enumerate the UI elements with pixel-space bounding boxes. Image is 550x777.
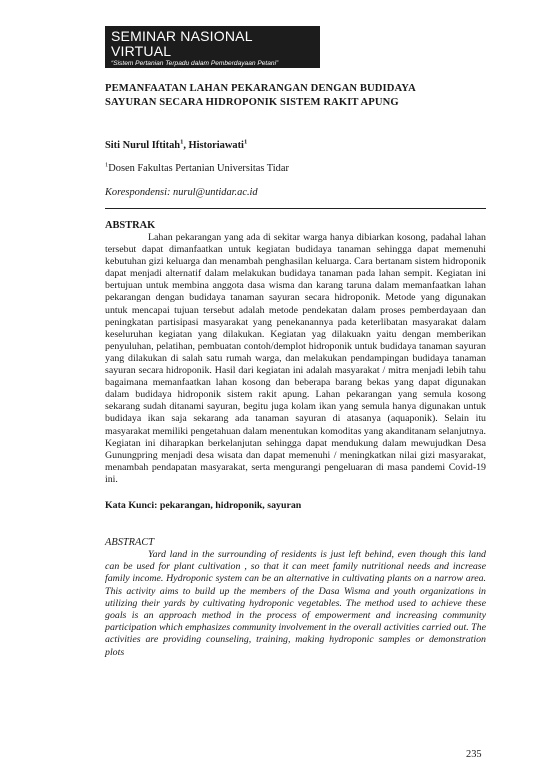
page-number: 235 — [466, 749, 482, 760]
keywords: Kata Kunci: pekarangan, hidroponik, sayuran — [105, 499, 302, 511]
author-affil-marker: 1 — [180, 138, 184, 146]
abstrak-text: Lahan pekarangan yang ada di sekitar warga hanya dibiarkan kosong, padahal lahan tersebut dapat dimanfaatkan untuk kegiatan budidaya tanaman sehingga dapat memenuhi kebutuhan gizi keluarga dan menambah penghasilan keluarga. Cara bertanam sistem hidroponik dapat menjadi alternatif dalam melakukan budidaya tanaman pada lahan sempit. Kegiatan ini bertujuan untuk membina anggota dasa wisma dan karang taruna dalam memanfaatkan lahan pekarangan dengan budidaya tanaman sayuran secara hidroponik. Metode yang digunakan untuk mencapai tujuan tersebut adalah metode pendekatan dalam proses pemberdayaan dan peningkatan partisipasi masyarakat yang penekanannya pada keterlibatan masyarakat dalam keseluruhan kegiatan yang dilakukan. Kegiatan yag dilakuakn yaitu dengan memberikan penyuluhan, pelatihan, pembuatan contoh/demplot hidroponik untuk budidaya tanaman sayuran yang dilakukan di salah satu rumah warga, dan melakukan pendampingan budidaya tanaman sayuran secara hidroponik. Hasil dari kegiatan ini adalah masyarakat / mitra menjadi lebih tahu bagaimana memanfaatkan lahan kosong dan beberapa barang bekas yang dapat digunakan dalam budidaya hidroponik sistem rakit apung. Lahan pekarangan yang semula kosong sekarang sudah ditanami sayuran, begitu juga kolam ikan yang semula hanya digunakan untuk budidaya ikan saja sekarang ada tanaman sayuran di atasanya (aquaponik). Selain itu masyarakat memiliki pengetahuan dalam menentukan komoditas yang akanditanam selanjutnya. Kegiatan ini diharapkan berkelanjutan sehingga dapat mendukung dalam mewujudkan Desa Gunungpring menjadi desa wisata dan dapat memenuhi / meningkatkan nilai gizi masyarakat, menambah pendapatan masyarakat, serta mengurangi pengeluaran di masa pandemi Covid-19 ini. — [105, 232, 486, 485]
correspondence: Korespondensi: nurul@untidar.ac.id — [105, 187, 258, 198]
paper-title — [105, 82, 486, 110]
section-divider — [105, 208, 486, 209]
paper-title-line-2: SAYURAN SECARA HIDROPONIK SISTEM RAKIT APUNG — [105, 97, 399, 108]
affiliation-text: Dosen Fakultas Pertanian Universitas Tidar — [108, 163, 289, 174]
paper-title-line-1: PEMANFAATAN LAHAN PEKARANGAN DENGAN BUDIDAYA — [105, 83, 416, 94]
banner-title: SEMINAR NASIONAL VIRTUAL — [111, 28, 253, 59]
paper-content — [105, 82, 486, 659]
banner-venue: Politeknik Pertanian Negeri Payakumbuh, 24 September 2020 — [111, 68, 293, 75]
author-name: Historiawati — [188, 140, 244, 151]
affiliation — [105, 163, 486, 174]
affil-marker: 1 — [105, 161, 109, 169]
abstrak-heading: ABSTRAK — [105, 220, 156, 231]
author-separator: , — [183, 140, 189, 151]
seminar-banner — [105, 26, 320, 75]
author-affil-marker: 1 — [243, 138, 248, 146]
banner-subtitle: “Sistem Pertanian Terpadu dalam Pemberdayaan Petani” — [111, 60, 279, 67]
author-name: Siti Nurul Iftitah — [105, 140, 181, 151]
abstract-heading: ABSTRACT — [105, 536, 155, 548]
author-list — [105, 140, 486, 151]
abstract-text: Yard land in the surrounding of residents is just left behind, even though this land can be used for plant cultivation , so that it can meet family nutritional needs and increase family income. Hydroponic system can be an alternative in cultivating plants on a narrow area. This activity aims to build up the members of the Dasa Wisma and youth organizations in utilizing their yards by cultivating hydroponic vegetables. The method used to achieve these goals is an approach method in the process of empowerment and increasing community participation which emphasizes community involvement in the overall activities carried out. The activities are providing counseling, training, making hydroponic samples or demonstration plots — [105, 548, 486, 658]
